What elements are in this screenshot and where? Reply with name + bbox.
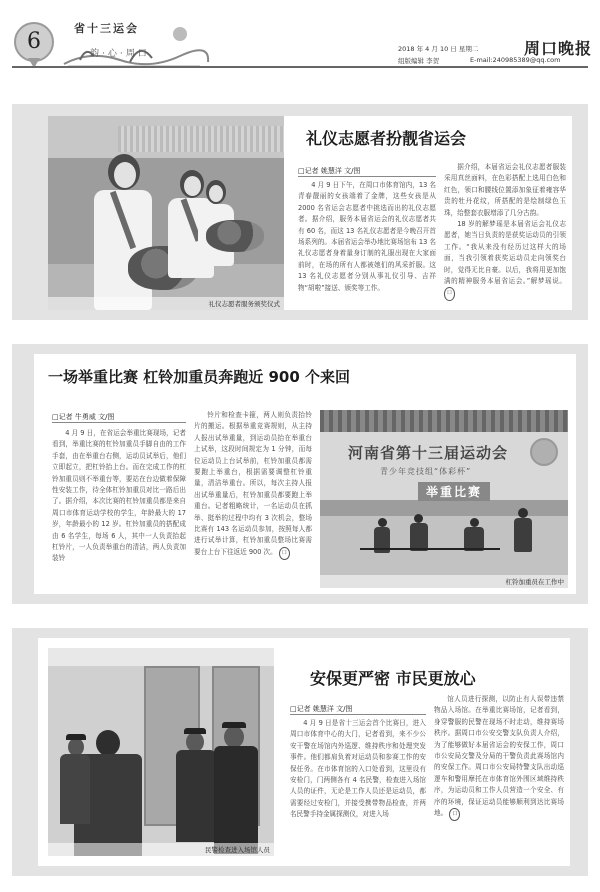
article-2-paragraph-text: 铃片和检查卡箍，两人则负责抬铃片的搬运。根据举重竞赛规则，从主持人报出试举重量，到运动员抬在举重台上试举，这段时间规定为 1 分钟，而每位运动员上台试举前，杠铃加重员都需要跑上举重台，根据需要调整杠铃重量，清洁举重台。所以，每次主持人报出试举重量后，杠铃加重员都要跑上举重台。记者粗略统计，一名运动员在抓举、挺举的过程中均有 3 次机会，整场比赛有 143 名运动员参加，按照每人都进行试举计算，杠铃加重员整场比赛需要台上台下往返近 900 次。 bbox=[194, 411, 312, 556]
banner-event: 举重比赛 bbox=[418, 482, 490, 501]
article-1-panel bbox=[48, 116, 572, 310]
police-cap-icon bbox=[222, 722, 246, 728]
article-2-paragraph: 4 月 9 日，在省运会举重比赛现场，记者看到，举重比赛的杠铃加重员手脚自由的工作手套，由在举重台右侧，运动员试举后，他们立即起立，把杠铃抬上台。而在完成工作的杠铃加重员则不举重台等，要站在台边做着保障性安装工作，待全体杠铃加重员对比一路后出了。据介绍，本次比赛的杠铃加重员都是来自周口市体育运动学校的学生，年龄最大的 17 岁，年龄最小的 12 岁。杠铃加重员的搭配成由 6 名学生，每场 6 人，其中一人负责抬起杠铃片，一人负责举重台的清洁，两人负责加装铃 bbox=[52, 429, 186, 563]
article-3-headline: 安保更严密 市民更放心 bbox=[310, 669, 476, 688]
article-3-photo-caption: 民警检查进入场馆人员 bbox=[205, 846, 270, 854]
loader-4-body bbox=[514, 518, 532, 552]
page-number-badge bbox=[14, 22, 54, 62]
police-cap-icon bbox=[184, 728, 206, 734]
flower-bouquet-2 bbox=[206, 220, 264, 252]
article-3-byline-rule bbox=[290, 714, 426, 715]
section-logo-title: 省十三运会 bbox=[74, 22, 139, 35]
volunteer-2-face bbox=[184, 176, 201, 196]
police-cap-icon bbox=[66, 734, 86, 740]
article-1-headline: 礼仪志愿者扮靓省运会 bbox=[306, 129, 467, 148]
page-number: 6 bbox=[27, 29, 41, 54]
article-2-headline: 一场举重比赛 杠铃加重员奔跑近 900 个来回 bbox=[48, 368, 350, 386]
article-2-column-1 bbox=[52, 428, 186, 588]
article-1-photo bbox=[48, 116, 284, 310]
arena-roof bbox=[320, 410, 568, 432]
article-3-panel bbox=[38, 638, 570, 866]
article-3-paragraph bbox=[434, 694, 564, 821]
visitor-head bbox=[96, 730, 120, 756]
officer-2-head bbox=[186, 732, 204, 752]
section-logo-subtitle: 韵·心·周口 bbox=[90, 49, 150, 59]
article-3-paragraph-text: 馆人员进行探测，以防止有人误带违禁物品入场馆。在举重比赛场馆，记者看到，身穿警服的民警在现场不时走动，维持赛场秩序。据周口市公安交警支队负责人介绍，为了能够做好本届省运会的安保工作，周口市公安局交警及分局的干警负责此赛场馆内的安保工作。周口市公安局特警支队出动巡逻车和警用摩托在市体育馆外围区域维持秩序，为运动员和工作人员营造一个安全、有序的环境，保证运动员能够顺利到达比赛场地。 bbox=[434, 695, 564, 818]
officer-1-body bbox=[60, 754, 90, 824]
article-1-column-1 bbox=[298, 180, 436, 306]
article-3-column-1 bbox=[290, 718, 426, 858]
article-2-paragraph bbox=[194, 410, 312, 560]
article-3-paragraph: 4 月 9 日是省十三运会首个比赛日，进入周口市体育中心的大门，记者看到，来不少公安干警在场馆内外巡逻、维持秩序和处理突发事件。他们都肩负着对运动员和参赛工作的安保任务。在市体育馆的入口处看到，这里设有安检门，门两侧各有 4 名民警，检查进入场馆人员的证件，无论是工作人员还是运动员，都需要经过安检门，并接受携带物品检查，并两名民警手持金属探测仪，对进入场 bbox=[290, 719, 426, 819]
mascot-icon bbox=[530, 438, 558, 466]
article-1-photo-caption: 礼仪志愿者服务颁奖仪式 bbox=[208, 300, 280, 308]
article-1-column-2 bbox=[444, 162, 566, 308]
end-mark-icon: 口 bbox=[444, 287, 455, 300]
article-1-section bbox=[12, 104, 588, 320]
article-3-column-2 bbox=[434, 694, 564, 858]
article-1-byline: □记者 姚慧洋 文/图 bbox=[298, 167, 361, 175]
arena-stands bbox=[118, 126, 284, 152]
contact-email: E-mail:2409853​89@qq.com bbox=[470, 56, 561, 64]
article-3-photo bbox=[48, 648, 274, 856]
header-divider bbox=[12, 66, 588, 68]
volunteer-1-face bbox=[114, 162, 136, 188]
article-1-paragraph-text: 18 岁的解梦瑶是本届省运会礼仪志愿者，她当日负责的是获奖运动员的引领工作。“我从来没有经历过这样大的场面，当我引领着获奖运动员走向领奖台时，觉得无比自豪。以后，我将用更加饱满的精神服务本届省运会。”解梦瑶说。 bbox=[444, 220, 566, 286]
article-1-paragraph: 4 月 9 日下午，在周口市体育馆内，13 名青春靓丽的女孩端着了金牌，这些女孩是从 2000 名省运会志愿者中挑选而出的礼仪志愿者。据介绍，服务本届省运会的礼仪志愿者共有 60 名，而这 13 名礼仪志愿者是今晚召开首场系列的。本届省运会举办地比赛场馆布 13 名礼仪志愿者身着量身订制的礼服出现在大家面前时，在场的所有人都被她们的风采折服。这 13 名礼仪志愿者分别从事礼仪引导、吉祥物“胡啦”接送、颁奖等工作。 bbox=[298, 181, 436, 292]
article-2-byline: □记者 牛勇威 文/图 bbox=[52, 413, 115, 421]
article-3-byline: □记者 姚慧洋 文/图 bbox=[290, 705, 353, 713]
article-2-byline-rule bbox=[52, 422, 186, 423]
newspaper-name: 周口晚报 bbox=[524, 39, 593, 58]
article-2-column-2 bbox=[194, 410, 312, 588]
article-2-photo-caption: 杠铃加重员在工作中 bbox=[505, 578, 564, 586]
officer-2-body bbox=[176, 750, 216, 842]
barbell-icon bbox=[360, 548, 500, 550]
article-1-paragraph bbox=[444, 219, 566, 301]
loader-2-body bbox=[410, 523, 428, 551]
end-mark-icon: 口 bbox=[449, 808, 460, 821]
loader-1-head bbox=[378, 518, 387, 527]
loader-4-head bbox=[518, 508, 528, 518]
article-2-panel bbox=[34, 354, 576, 594]
loader-2-head bbox=[414, 514, 423, 523]
article-1-paragraph: 据介绍，本届省运会礼仪志愿者服装采用真丝面料，在色彩搭配上选用白色和红色，领口和腰线位置添加象征着雍容华贵的牡丹花纹，所搭配的是绘制绿色玉珠，给整套衣服增添了几分古韵。 bbox=[444, 163, 566, 217]
article-3-section bbox=[12, 628, 588, 876]
issue-date: 2018 年 4 月 10 日 星期二 bbox=[398, 45, 479, 53]
banner-title: 河南省第十三届运动会 bbox=[348, 444, 509, 462]
layout-editor: 组版编辑 李贺 bbox=[398, 57, 440, 65]
venue-ceiling bbox=[48, 648, 274, 666]
loader-3-head bbox=[470, 518, 479, 527]
article-1-byline-rule bbox=[298, 176, 436, 177]
end-mark-icon: 口 bbox=[279, 547, 290, 560]
section-logo bbox=[60, 20, 210, 68]
officer-3-body bbox=[214, 746, 258, 854]
article-2-photo bbox=[320, 410, 568, 588]
article-2-section bbox=[12, 344, 588, 604]
officer-3-head bbox=[224, 726, 244, 748]
banner-subtitle: 青少年竞技组“体彩杯” bbox=[380, 467, 472, 476]
games-banner bbox=[320, 432, 568, 500]
volunteer-3-face bbox=[209, 185, 223, 202]
